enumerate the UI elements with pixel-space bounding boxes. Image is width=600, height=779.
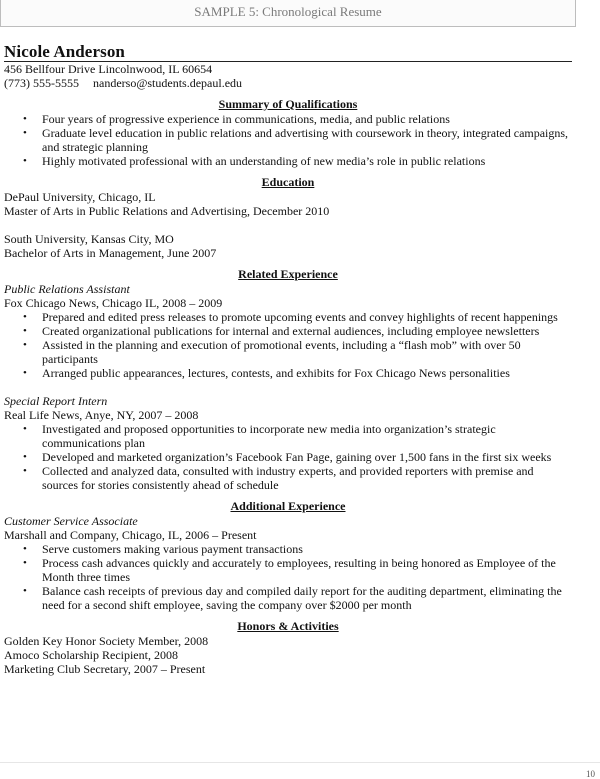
- contact-line: [4, 76, 572, 90]
- job-title: Special Report Intern: [4, 394, 108, 408]
- bottom-divider: [0, 762, 600, 763]
- summary-list: [4, 112, 572, 168]
- bullet-icon: •: [23, 585, 27, 597]
- bullet-icon: •: [23, 543, 27, 555]
- bullet-icon: •: [23, 325, 27, 337]
- duty-item: • Collected and analyzed data, consulted with industry experts, and provided reporters with premise and sources for stories consistently ahead of schedule: [23, 464, 534, 492]
- education-heading: Education: [261, 175, 315, 189]
- bullet-icon: •: [23, 451, 27, 463]
- school-name: South University, Kansas City, MO: [4, 232, 174, 246]
- bullet-icon: •: [23, 155, 27, 167]
- honor-item: Amoco Scholarship Recipient, 2008: [4, 648, 178, 662]
- summary-item: • Highly motivated professional with an understanding of new media’s role in public relations: [23, 154, 486, 168]
- duty-item: • Prepared and edited press releases to promote upcoming events and convey highlights of recent happenings: [23, 310, 558, 324]
- duty-item: • Serve customers making various payment transactions: [23, 542, 303, 556]
- resume-page: [4, 42, 572, 676]
- bullet-icon: •: [23, 311, 27, 323]
- summary-item: • Four years of progressive experience in communications, media, and public relations: [23, 112, 450, 126]
- summary-item: • Graduate level education in public relations and advertising with coursework in theory, integrated campaigns, and strategic planning: [23, 126, 569, 154]
- page-number: 10: [586, 770, 595, 779]
- job-org: Fox Chicago News, Chicago IL, 2008 – 2009: [4, 296, 223, 310]
- sample-banner: SAMPLE 5: Chronological Resume: [0, 0, 576, 27]
- related-experience-heading: Related Experience: [238, 267, 338, 281]
- school-name: DePaul University, Chicago, IL: [4, 190, 156, 204]
- address-line: 456 Bellfour Drive Lincolnwood, IL 60654: [4, 62, 213, 76]
- summary-heading: Summary of Qualifications: [218, 97, 358, 111]
- name-row: [4, 42, 572, 62]
- bullet-icon: •: [23, 557, 27, 569]
- school-degree: Bachelor of Arts in Management, June 2007: [4, 246, 217, 260]
- duty-item: • Balance cash receipts of previous day and compiled daily report for the auditing department, eliminating the need for a second shift employee, saving the company over $2000 per month: [23, 584, 562, 612]
- duty-item: • Developed and marketed organization’s Facebook Fan Page, gaining over 1,500 fans in the first six weeks: [23, 450, 552, 464]
- bullet-icon: •: [23, 127, 27, 139]
- honor-item: Marketing Club Secretary, 2007 – Present: [4, 662, 206, 676]
- honors-heading: Honors & Activities: [237, 619, 339, 633]
- bullet-icon: •: [23, 423, 27, 435]
- honor-item: Golden Key Honor Society Member, 2008: [4, 634, 209, 648]
- duty-item: • Arranged public appearances, lectures, contests, and exhibits for Fox Chicago News personalities: [23, 366, 510, 380]
- duty-item: • Created organizational publications for internal and external audiences, including employee newsletters: [23, 324, 540, 338]
- job-title: Customer Service Associate: [4, 514, 138, 528]
- duty-item: • Process cash advances quickly and accurately to employees, resulting in being honored as Employee of the Month three times: [23, 556, 556, 584]
- job-duties: [4, 422, 572, 492]
- bullet-icon: •: [23, 367, 27, 379]
- phone-number: (773) 555-5555: [4, 76, 79, 90]
- bullet-icon: •: [23, 113, 27, 125]
- job-title: Public Relations Assistant: [4, 282, 130, 296]
- applicant-name: Nicole Anderson: [4, 42, 125, 61]
- duty-item: • Investigated and proposed opportunities to incorporate new media into organization’s strategic communications plan: [23, 422, 496, 450]
- bullet-icon: •: [23, 339, 27, 351]
- additional-experience-heading: Additional Experience: [230, 499, 346, 513]
- duty-item: • Assisted in the planning and execution of promotional events, including a “flash mob” with over 50 participants: [23, 338, 521, 366]
- bullet-icon: •: [23, 465, 27, 477]
- job-duties: [4, 542, 572, 612]
- job-duties: [4, 310, 572, 380]
- job-org: Marshall and Company, Chicago, IL, 2006 – Present: [4, 528, 257, 542]
- job-org: Real Life News, Anye, NY, 2007 – 2008: [4, 408, 199, 422]
- email-address: nanderso@students.depaul.edu: [93, 76, 243, 90]
- school-degree: Master of Arts in Public Relations and Advertising, December 2010: [4, 204, 330, 218]
